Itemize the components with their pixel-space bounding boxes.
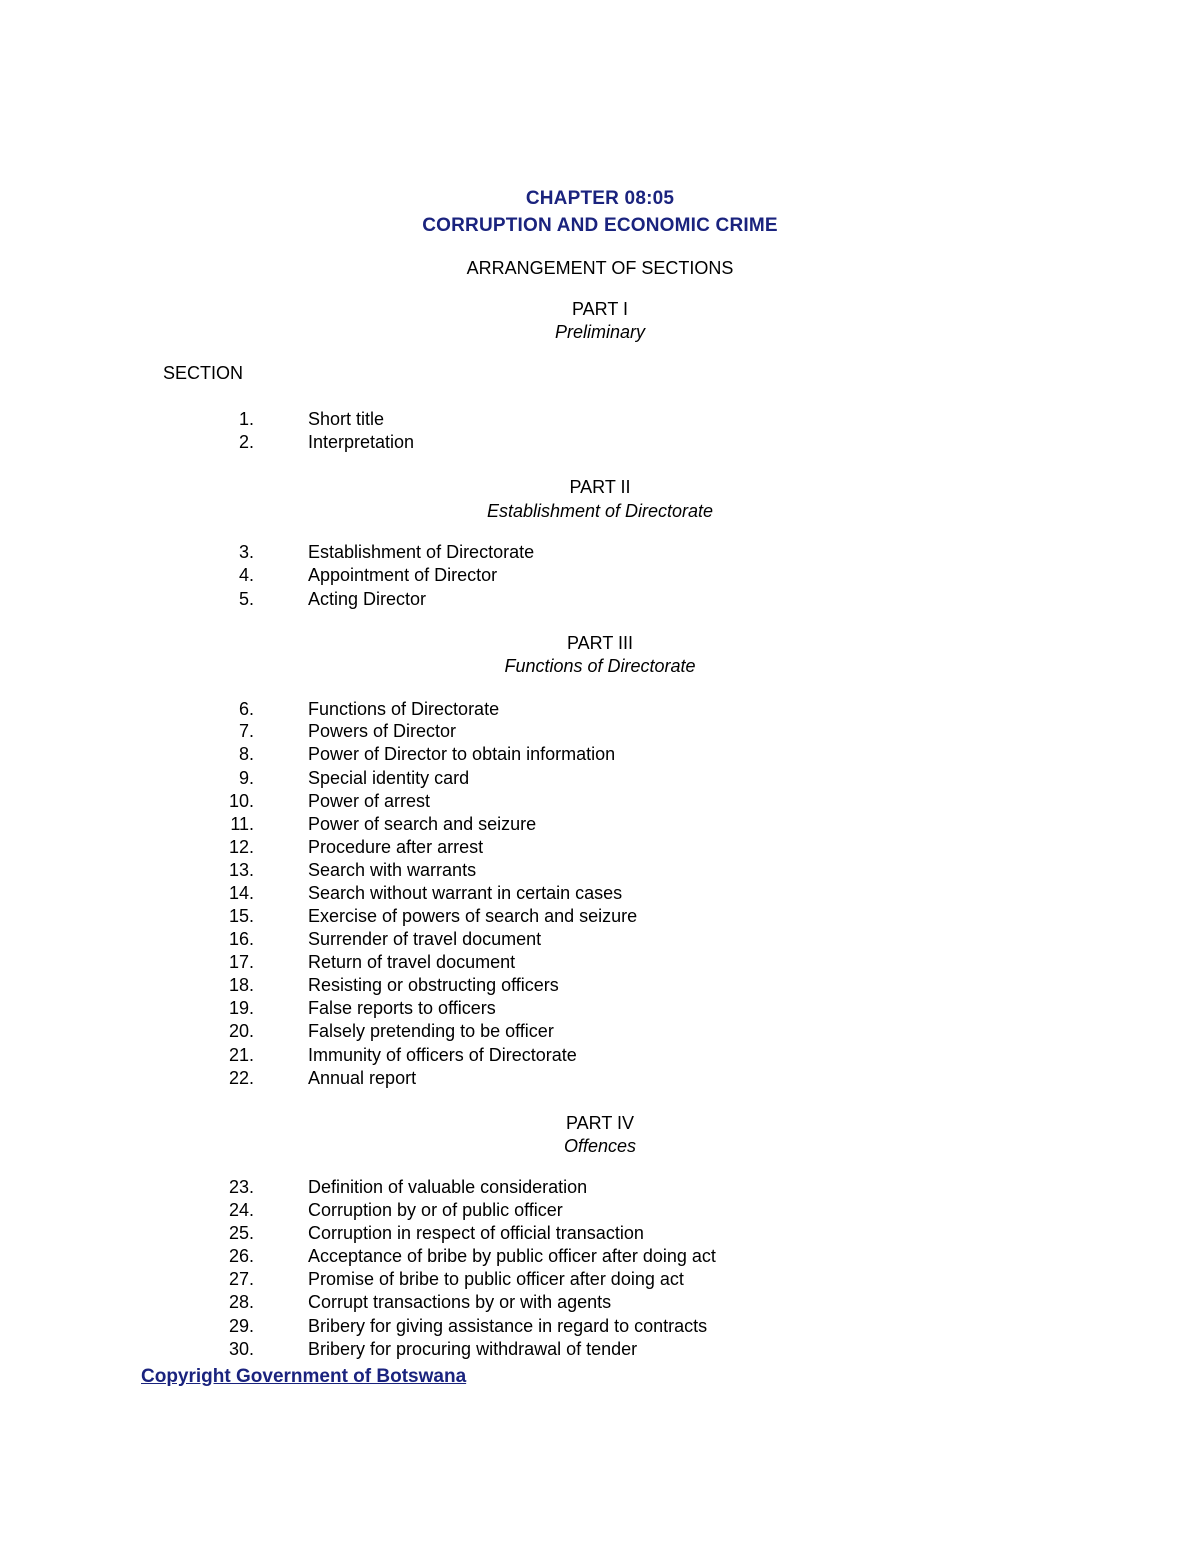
section-number: 29. (228, 1316, 254, 1336)
section-entry (0, 1177, 1200, 1200)
section-number: 13. (228, 860, 254, 880)
section-entry (0, 1200, 1200, 1223)
section-entry (0, 744, 1200, 767)
section-number: 28. (228, 1292, 254, 1312)
section-title: Definition of valuable consideration (308, 1177, 588, 1197)
section-entry (0, 1068, 1200, 1091)
section-number: 25. (228, 1223, 254, 1243)
section-number: 3. (238, 542, 254, 562)
section-number: 17. (228, 952, 254, 972)
section-title: Short title (308, 409, 385, 429)
section-number: 18. (228, 975, 254, 995)
section-number: 4. (238, 565, 254, 585)
section-title: Exercise of powers of search and seizure (308, 906, 638, 926)
part-heading: PART II (569, 477, 631, 497)
section-entry (0, 1223, 1200, 1246)
section-number: 9. (238, 768, 254, 788)
section-number: 19. (228, 998, 254, 1018)
section-title: Annual report (308, 1068, 417, 1088)
part-heading: PART I (571, 299, 629, 319)
part-subtitle: Functions of Directorate (504, 656, 696, 676)
section-number: 16. (228, 929, 254, 949)
section-entry (0, 721, 1200, 744)
section-entry (0, 589, 1200, 612)
section-number: 30. (228, 1339, 254, 1359)
section-title: Powers of Director (308, 721, 457, 741)
section-title: Corruption by or of public officer (308, 1200, 563, 1220)
copyright-link[interactable]: Copyright Government of Botswana (141, 1366, 467, 1387)
section-entry (0, 1045, 1200, 1068)
section-title: Surrender of travel document (308, 929, 542, 949)
section-number: 21. (228, 1045, 254, 1065)
part-heading: PART IV (565, 1113, 635, 1133)
section-entry (0, 1021, 1200, 1044)
arrangement-heading: ARRANGEMENT OF SECTIONS (466, 258, 734, 278)
section-column-label: SECTION (163, 363, 244, 383)
section-entry (0, 1316, 1200, 1339)
section-title: Power of Director to obtain information (308, 744, 616, 764)
section-number: 8. (238, 744, 254, 764)
chapter-title: CORRUPTION AND ECONOMIC CRIME (422, 215, 778, 236)
section-entry (0, 1246, 1200, 1269)
section-number: 26. (228, 1246, 254, 1266)
section-entry (0, 542, 1200, 565)
section-entry (0, 929, 1200, 952)
section-entry (0, 814, 1200, 837)
part-subtitle: Establishment of Directorate (486, 501, 714, 521)
section-entry (0, 860, 1200, 883)
section-number: 1. (238, 409, 254, 429)
section-title: Resisting or obstructing officers (308, 975, 559, 995)
section-entry (0, 1292, 1200, 1315)
section-entry (0, 791, 1200, 814)
section-title: Bribery for procuring withdrawal of tender (308, 1339, 638, 1359)
section-title: Power of arrest (308, 791, 431, 811)
section-entry (0, 409, 1200, 432)
section-title: Special identity card (308, 768, 470, 788)
section-title: Bribery for giving assistance in regard to contracts (308, 1316, 708, 1336)
section-number: 10. (228, 791, 254, 811)
section-entry (0, 998, 1200, 1021)
section-entry (0, 699, 1200, 722)
section-number: 7. (238, 721, 254, 741)
section-title: Search with warrants (308, 860, 477, 880)
section-entry (0, 1339, 1200, 1362)
section-number: 24. (228, 1200, 254, 1220)
section-number: 14. (228, 883, 254, 903)
section-number: 27. (228, 1269, 254, 1289)
section-number: 6. (238, 699, 254, 719)
section-title: Search without warrant in certain cases (308, 883, 623, 903)
section-title: Acceptance of bribe by public officer after doing act (308, 1246, 716, 1266)
section-title: Return of travel document (308, 952, 516, 972)
section-entry (0, 432, 1200, 455)
section-title: Corruption in respect of official transaction (308, 1223, 644, 1243)
section-number: 5. (238, 589, 254, 609)
section-title: Corrupt transactions by or with agents (308, 1292, 612, 1312)
section-entry (0, 906, 1200, 929)
section-number: 22. (228, 1068, 254, 1088)
section-title: Falsely pretending to be officer (308, 1021, 554, 1041)
section-title: Promise of bribe to public officer after doing act (308, 1269, 684, 1289)
section-number: 12. (228, 837, 254, 857)
section-number: 15. (228, 906, 254, 926)
section-number: 20. (228, 1021, 254, 1041)
section-title: False reports to officers (308, 998, 496, 1018)
part-heading: PART III (566, 633, 634, 653)
chapter-number: CHAPTER 08:05 (525, 188, 675, 209)
section-number: 23. (228, 1177, 254, 1197)
part-subtitle: Offences (563, 1136, 637, 1156)
section-entry (0, 883, 1200, 906)
section-entry (0, 565, 1200, 588)
section-number: 11. (230, 814, 254, 834)
section-title: Establishment of Directorate (308, 542, 535, 562)
section-title: Functions of Directorate (308, 699, 500, 719)
section-title: Appointment of Director (308, 565, 498, 585)
section-entry (0, 1269, 1200, 1292)
section-entry (0, 975, 1200, 998)
section-number: 2. (238, 432, 254, 452)
section-title: Power of search and seizure (308, 814, 537, 834)
section-title: Immunity of officers of Directorate (308, 1045, 577, 1065)
section-entry (0, 952, 1200, 975)
section-title: Procedure after arrest (308, 837, 484, 857)
section-entry (0, 837, 1200, 860)
part-subtitle: Preliminary (554, 322, 646, 342)
section-title: Interpretation (308, 432, 415, 452)
section-title: Acting Director (308, 589, 427, 609)
section-entry (0, 768, 1200, 791)
